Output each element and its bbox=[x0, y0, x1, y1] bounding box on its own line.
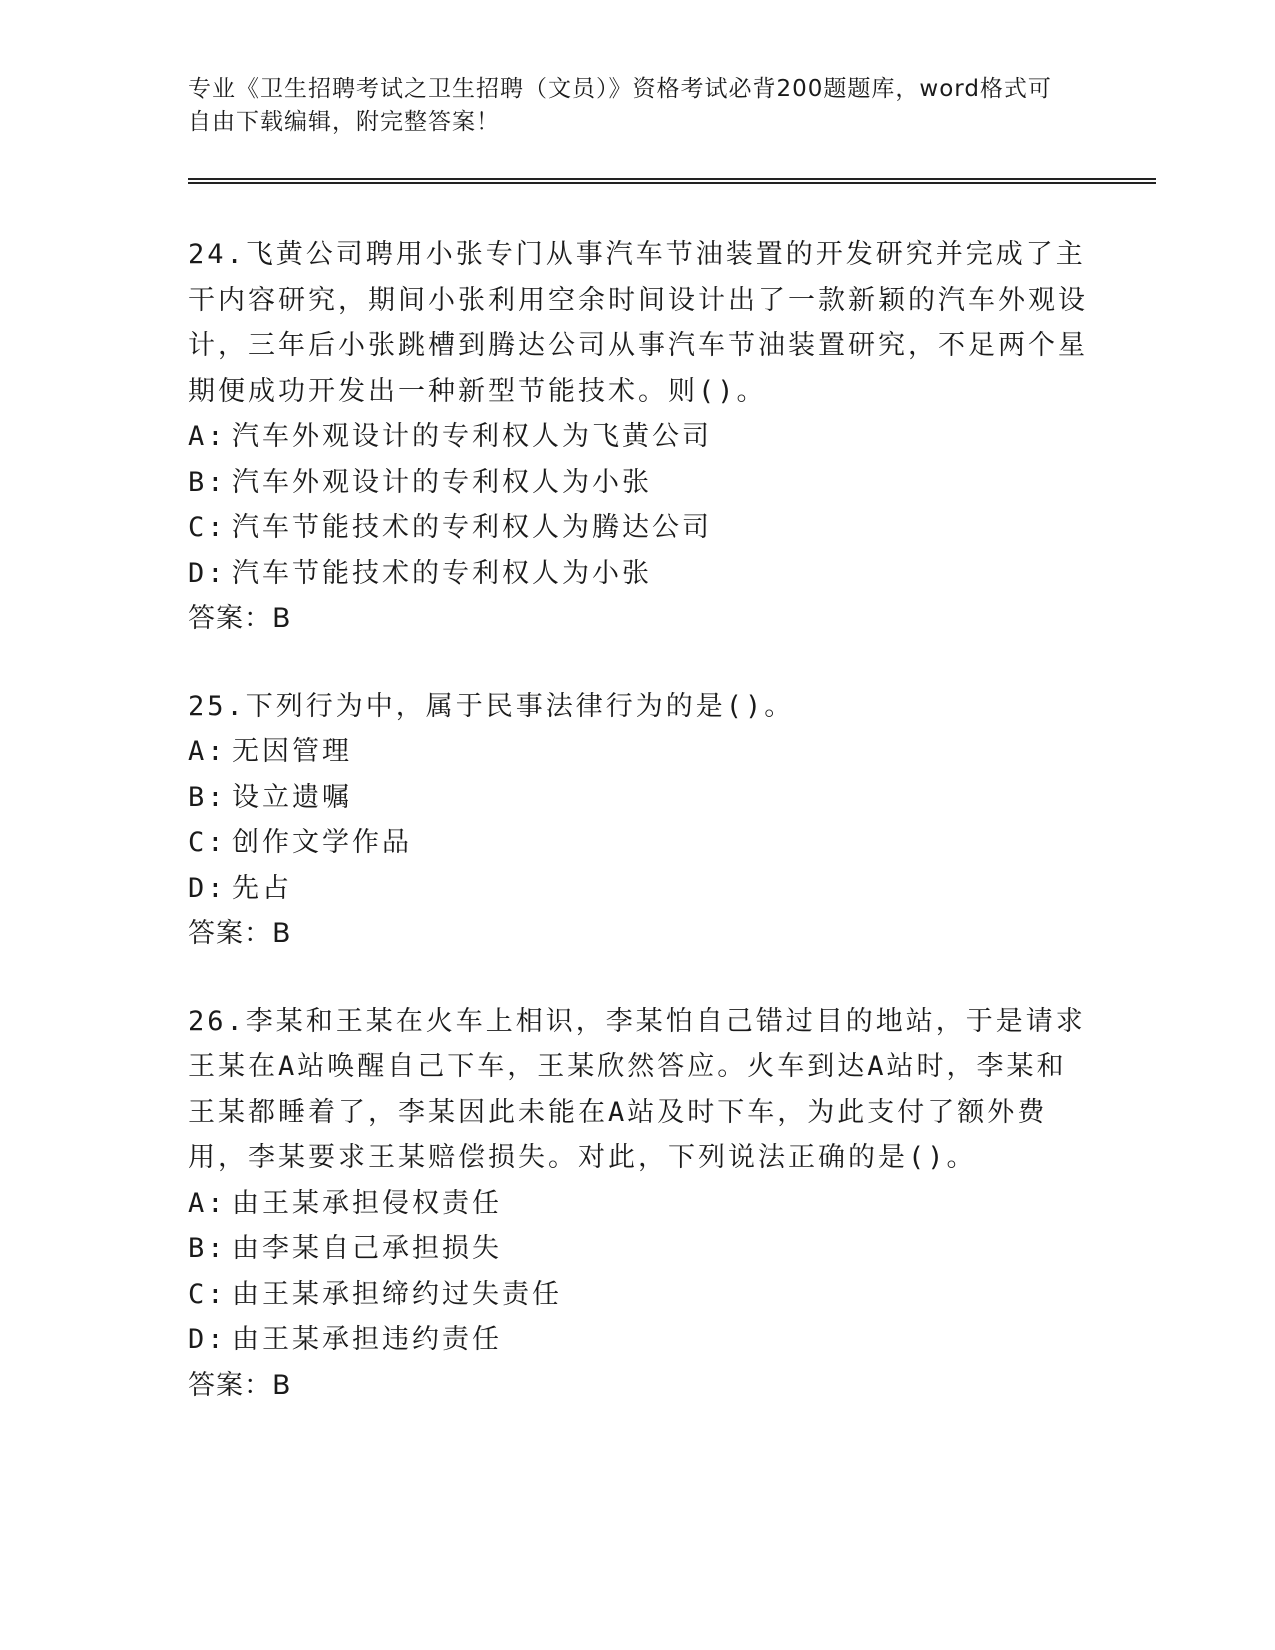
question-26 bbox=[188, 999, 1088, 1409]
option-text: 设立遗嘱 bbox=[232, 781, 352, 813]
header-divider bbox=[188, 178, 1156, 184]
option-d bbox=[188, 551, 1088, 597]
option-letter: A: bbox=[188, 736, 227, 767]
option-text: 由王某承担违约责任 bbox=[232, 1324, 502, 1355]
option-text: 汽车外观设计的专利权人为小张 bbox=[232, 466, 652, 498]
option-c bbox=[188, 1272, 1088, 1318]
option-letter: D: bbox=[188, 872, 227, 904]
option-d bbox=[188, 866, 1088, 912]
option-c bbox=[188, 505, 1088, 551]
answer: 答案：B bbox=[188, 603, 292, 634]
answer: 答案：B bbox=[188, 918, 292, 949]
option-a bbox=[188, 729, 1088, 775]
option-text: 汽车外观设计的专利权人为飞黄公司 bbox=[232, 421, 712, 452]
option-b bbox=[188, 775, 1088, 821]
option-text: 先占 bbox=[232, 872, 292, 904]
option-text: 由王某承担缔约过失责任 bbox=[232, 1278, 562, 1310]
option-letter: A: bbox=[188, 421, 227, 452]
option-letter: B: bbox=[188, 1233, 227, 1264]
question-25 bbox=[188, 684, 1088, 957]
option-letter: C: bbox=[188, 512, 227, 543]
option-text: 汽车节能技术的专利权人为腾达公司 bbox=[232, 512, 712, 543]
option-text: 创作文学作品 bbox=[232, 827, 412, 858]
answer: 答案：B bbox=[188, 1369, 292, 1401]
option-text: 汽车节能技术的专利权人为小张 bbox=[232, 557, 652, 589]
question-list bbox=[188, 232, 1088, 1450]
option-text: 无因管理 bbox=[232, 736, 352, 767]
option-b bbox=[188, 460, 1088, 506]
question-stem: 26.李某和王某在火车上相识，李某怕自己错过目的地站，于是请求王某在A站唤醒自己下车，王某欣然答应。火车到达A站时，李某和王某都睡着了，李某因此未能在A站及时下车，为此支付了额外费用，李某要求王某赔偿损失。对此，下列说法正确的是()。 bbox=[188, 1005, 1086, 1173]
question-24 bbox=[188, 232, 1088, 642]
option-letter: C: bbox=[188, 1278, 227, 1310]
option-letter: D: bbox=[188, 1324, 227, 1355]
option-text: 由李某自己承担损失 bbox=[232, 1233, 502, 1264]
option-letter: C: bbox=[188, 827, 227, 858]
option-a bbox=[188, 1181, 1088, 1227]
question-stem: 24.飞黄公司聘用小张专门从事汽车节油装置的开发研究并完成了主干内容研究，期间小张利用空余时间设计出了一款新颖的汽车外观设计，三年后小张跳槽到腾达公司从事汽车节油装置研究，不足两个星期便成功开发出一种新型节能技术。则()。 bbox=[188, 239, 1088, 407]
option-text: 由王某承担侵权责任 bbox=[232, 1187, 502, 1219]
document-header: 专业《卫生招聘考试之卫生招聘（文员）》资格考试必背200题题库，word格式可自由下载编辑，附完整答案！ bbox=[188, 76, 1052, 135]
option-d bbox=[188, 1317, 1088, 1363]
option-letter: D: bbox=[188, 557, 227, 589]
option-letter: A: bbox=[188, 1187, 227, 1219]
option-b bbox=[188, 1226, 1088, 1272]
question-stem: 25.下列行为中，属于民事法律行为的是()。 bbox=[188, 690, 795, 722]
option-c bbox=[188, 820, 1088, 866]
option-a bbox=[188, 414, 1088, 460]
option-letter: B: bbox=[188, 781, 227, 813]
option-letter: B: bbox=[188, 466, 227, 498]
